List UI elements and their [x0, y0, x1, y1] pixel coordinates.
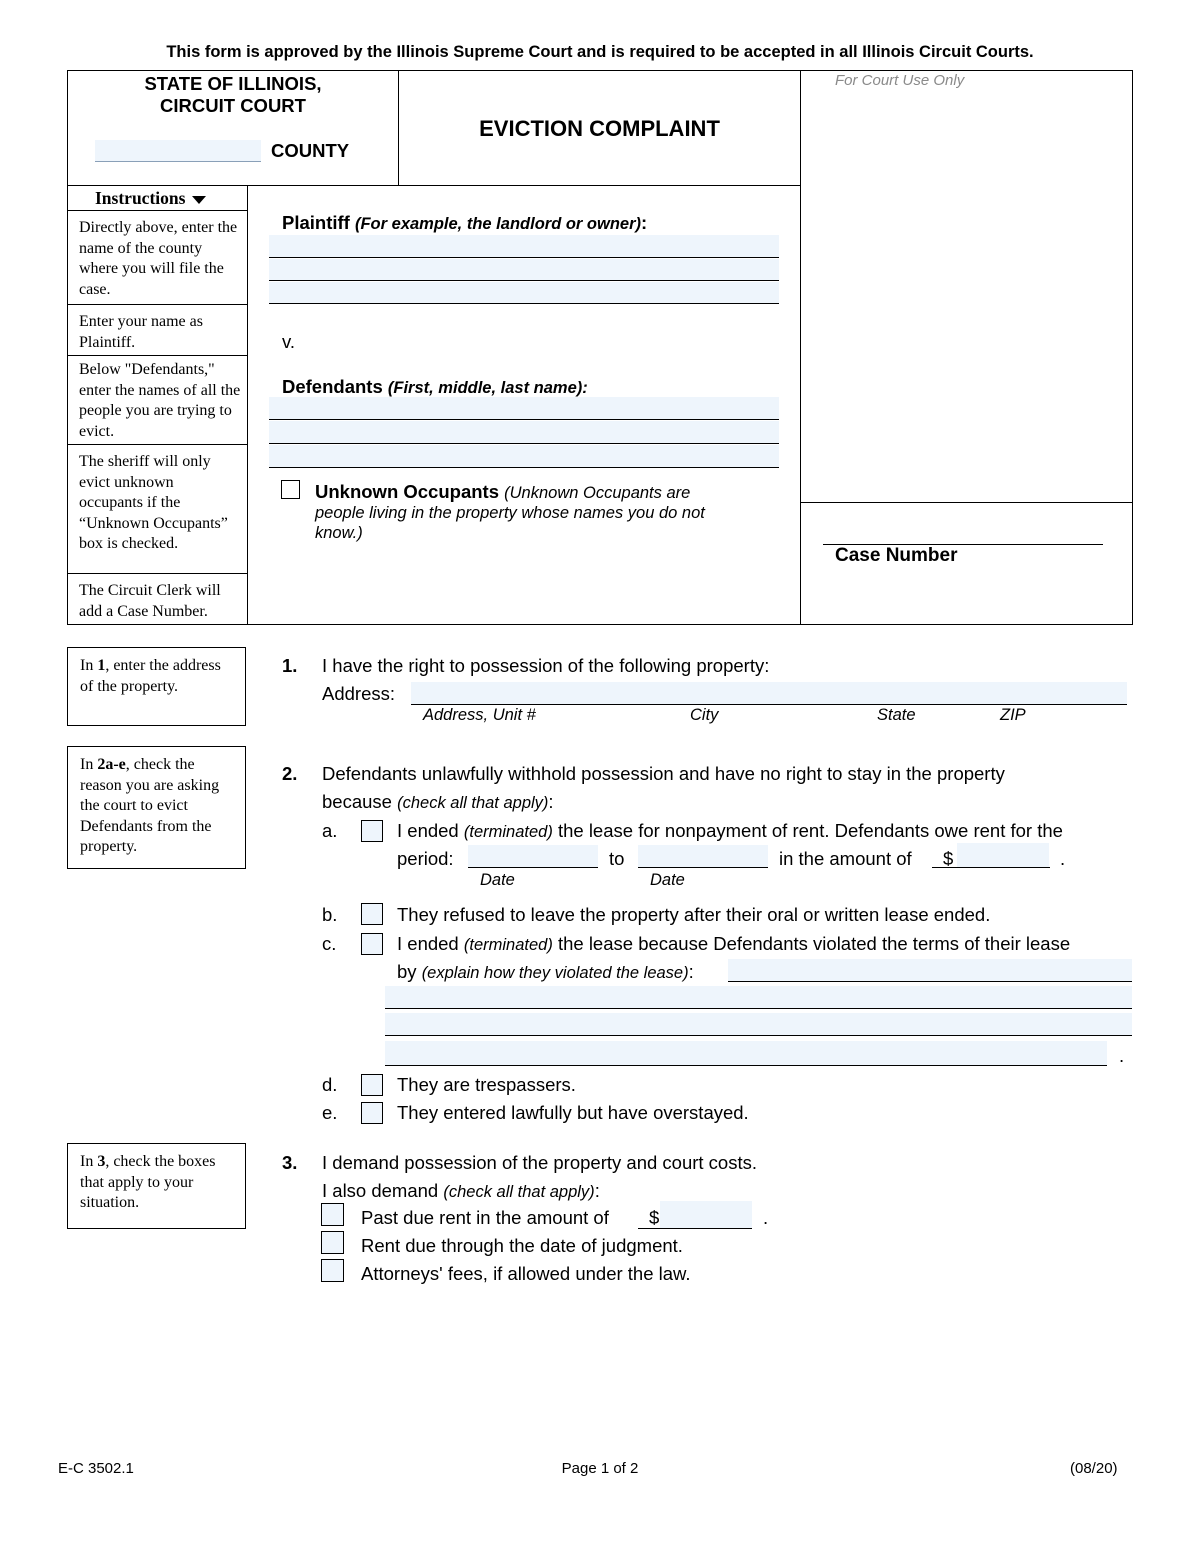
- violation-field-4[interactable]: [385, 1041, 1107, 1066]
- instruction-item-4: The sheriff will only evict unknown occupants if the “Unknown Occupants” box is checked.: [79, 453, 228, 552]
- header-row-bottom: [67, 185, 800, 186]
- caret-down-icon: [192, 196, 206, 204]
- county-label: COUNTY: [271, 140, 350, 161]
- side-note-2-post: , check the reason you are asking the court to evict Defendants from the property.: [80, 756, 220, 855]
- period-end-date-field[interactable]: [638, 845, 768, 868]
- plaintiff-field-3[interactable]: [269, 282, 779, 304]
- item-a-end: .: [1060, 848, 1066, 869]
- item-c-text: [397, 933, 1070, 955]
- item-a-letter: a.: [322, 820, 338, 841]
- page-number: Page 1 of 2: [561, 1460, 639, 1477]
- item-c-end: .: [1119, 1045, 1125, 1066]
- start-date-sublabel: Date: [480, 871, 515, 889]
- side-note-1-post: , enter the address of the property.: [80, 657, 221, 695]
- item-c-by: [397, 961, 694, 983]
- section-3-hint: (check all that apply): [443, 1183, 595, 1201]
- section-2-because: because: [322, 791, 398, 812]
- plaintiff-field-1[interactable]: [269, 235, 779, 258]
- unknown-occupants-checkbox[interactable]: [281, 480, 300, 499]
- side-note-3: [67, 1143, 246, 1229]
- instructions-divider: [247, 185, 248, 625]
- item-d-checkbox[interactable]: [361, 1074, 383, 1096]
- item-c-pre: I ended: [397, 933, 464, 954]
- violation-field-3[interactable]: [385, 1013, 1132, 1036]
- item-e-checkbox[interactable]: [361, 1102, 383, 1124]
- item-c-by-hint: (explain how they violated the lease): [421, 964, 689, 982]
- state-sublabel: State: [877, 706, 916, 724]
- item-e-letter: e.: [322, 1102, 338, 1123]
- defendants-heading: [282, 376, 588, 398]
- instructions-header-label: Instructions: [95, 188, 186, 208]
- dollar-sign-3: $: [649, 1207, 660, 1228]
- state-label: STATE OF ILLINOIS,: [144, 73, 322, 94]
- instruction-item-5: The Circuit Clerk will add a Case Number.: [79, 582, 221, 620]
- section-2-line1: Defendants unlawfully withhold possession and have no right to stay in the property: [322, 763, 1005, 784]
- page-title: EVICTION COMPLAINT: [479, 116, 720, 141]
- unknown-occupants-hint-2: people living in the property whose names you do not: [315, 504, 705, 522]
- item-a-checkbox[interactable]: [361, 820, 383, 842]
- item-e-text: They entered lawfully but have overstayed.: [397, 1102, 749, 1123]
- defendant-field-1[interactable]: [269, 397, 779, 420]
- instr-divider-1: [67, 304, 248, 305]
- versus-label: v.: [282, 331, 296, 352]
- side-note-1: [67, 647, 246, 726]
- defendants-label: Defendants: [282, 376, 383, 397]
- section-1-text: I have the right to possession of the following property:: [322, 655, 770, 676]
- section-2-number: 2.: [282, 763, 298, 784]
- violation-field-1[interactable]: [728, 959, 1132, 982]
- dollar-sign-a: $: [943, 848, 954, 869]
- instruction-item-2: Enter your name as Plaintiff.: [79, 313, 203, 351]
- address-label: Address:: [322, 683, 396, 704]
- form-id: E-C 3502.1: [58, 1460, 134, 1477]
- caption-top-border: [67, 70, 1133, 71]
- county-field[interactable]: [95, 140, 261, 162]
- item-c-checkbox[interactable]: [361, 933, 383, 955]
- instr-divider-2: [67, 355, 248, 356]
- unknown-occupants-hint-1: (Unknown Occupants are: [504, 484, 691, 502]
- unknown-occupants-hint-3: know.): [315, 524, 363, 542]
- plaintiff-colon: :: [641, 212, 648, 233]
- section-2-colon: :: [548, 791, 554, 812]
- instr-divider-3: [67, 444, 248, 445]
- past-due-end: .: [763, 1207, 769, 1228]
- court-use-divider: [800, 70, 801, 625]
- item-a-pre: I ended: [397, 820, 464, 841]
- item-a-text: [397, 820, 1063, 842]
- section-3-line2: [322, 1180, 600, 1202]
- plaintiff-field-2[interactable]: [269, 259, 779, 281]
- approval-notice: This form is approved by the Illinois Supreme Court and is required to be accepted in all Illinois Circuit Courts.: [166, 43, 1034, 61]
- side-note-3-num: 3: [97, 1153, 106, 1170]
- address-sublabel: Address, Unit #: [423, 706, 536, 724]
- plaintiff-heading: [282, 212, 647, 234]
- item-b-letter: b.: [322, 904, 338, 925]
- form-date: (08/20): [1070, 1460, 1118, 1477]
- item-c-post: the lease because Defendants violated the terms of their lease: [552, 933, 1071, 954]
- unknown-occupants-label: Unknown Occupants: [315, 481, 499, 502]
- side-note-3-post: , check the boxes that apply to your situation.: [80, 1153, 216, 1211]
- item-a-post: the lease for nonpayment of rent. Defendants owe rent for the: [552, 820, 1063, 841]
- defendant-field-2[interactable]: [269, 421, 779, 444]
- side-note-2-num: 2a-e: [97, 756, 126, 773]
- amount-label: in the amount of: [779, 848, 912, 869]
- instr-divider-0: [67, 210, 248, 211]
- item-b-text: They refused to leave the property after their oral or written lease ended.: [397, 904, 991, 925]
- instruction-item-1: Directly above, enter the name of the county where you will file the case.: [79, 219, 238, 298]
- side-note-1-num: 1: [97, 657, 106, 674]
- caption-bottom-border: [67, 624, 1133, 625]
- rent-amount-field[interactable]: [957, 843, 1049, 867]
- case-number-top-border: [800, 502, 1133, 503]
- caption-left-border: [67, 70, 68, 625]
- period-to-label: to: [609, 848, 625, 869]
- period-label: period:: [397, 848, 454, 869]
- instr-divider-4: [67, 573, 248, 574]
- rent-through-judgment-checkbox[interactable]: [321, 1231, 344, 1254]
- section-3-number: 3.: [282, 1152, 298, 1173]
- past-due-rent-checkbox[interactable]: [321, 1203, 344, 1226]
- circuit-court-label: CIRCUIT COURT: [160, 95, 306, 116]
- item-d-letter: d.: [322, 1074, 338, 1095]
- plaintiff-label: Plaintiff: [282, 212, 350, 233]
- item-c-by-label: by: [397, 961, 422, 982]
- past-due-amount-field[interactable]: [660, 1201, 752, 1228]
- period-start-date-field[interactable]: [468, 845, 598, 868]
- attorneys-fees-checkbox[interactable]: [321, 1259, 344, 1282]
- side-note-3-pre: In: [80, 1153, 98, 1170]
- side-note-1-pre: In: [80, 657, 98, 674]
- caption-right-border: [1132, 70, 1133, 625]
- plaintiff-hint: (For example, the landlord or owner): [354, 215, 642, 233]
- instruction-item-3: Below "Defendants," enter the names of all the people you are trying to evict.: [79, 361, 241, 440]
- section-2-hint: (check all that apply): [397, 794, 549, 812]
- unknown-occupants-line1: [315, 481, 690, 503]
- item-b-checkbox[interactable]: [361, 903, 383, 925]
- defendant-field-3[interactable]: [269, 445, 779, 468]
- item-c-letter: c.: [322, 933, 337, 954]
- city-sublabel: City: [690, 706, 719, 724]
- past-due-rent-label: Past due rent in the amount of: [361, 1207, 609, 1228]
- section-2-line2: [322, 791, 554, 813]
- attorneys-fees-label: Attorneys' fees, if allowed under the law.: [361, 1263, 691, 1284]
- zip-sublabel: ZIP: [1000, 706, 1026, 724]
- item-c-by-colon: :: [688, 961, 694, 982]
- address-field[interactable]: [411, 682, 1127, 705]
- side-note-2: [67, 746, 246, 869]
- item-a-hint: (terminated): [463, 823, 553, 841]
- section-3-demand: I also demand: [322, 1180, 444, 1201]
- item-d-text: They are trespassers.: [397, 1074, 576, 1095]
- violation-field-2[interactable]: [385, 986, 1132, 1009]
- rent-through-judgment-label: Rent due through the date of judgment.: [361, 1235, 683, 1256]
- section-3-colon: :: [594, 1180, 600, 1201]
- end-date-sublabel: Date: [650, 871, 685, 889]
- court-use-label: For Court Use Only: [835, 72, 965, 89]
- case-number-label: Case Number: [835, 545, 958, 566]
- section-3-line1: I demand possession of the property and court costs.: [322, 1152, 757, 1173]
- defendants-hint: (First, middle, last name):: [387, 379, 588, 397]
- section-1-number: 1.: [282, 655, 298, 676]
- instructions-header[interactable]: [95, 188, 206, 209]
- item-c-hint: (terminated): [463, 936, 553, 954]
- side-note-2-pre: In: [80, 756, 98, 773]
